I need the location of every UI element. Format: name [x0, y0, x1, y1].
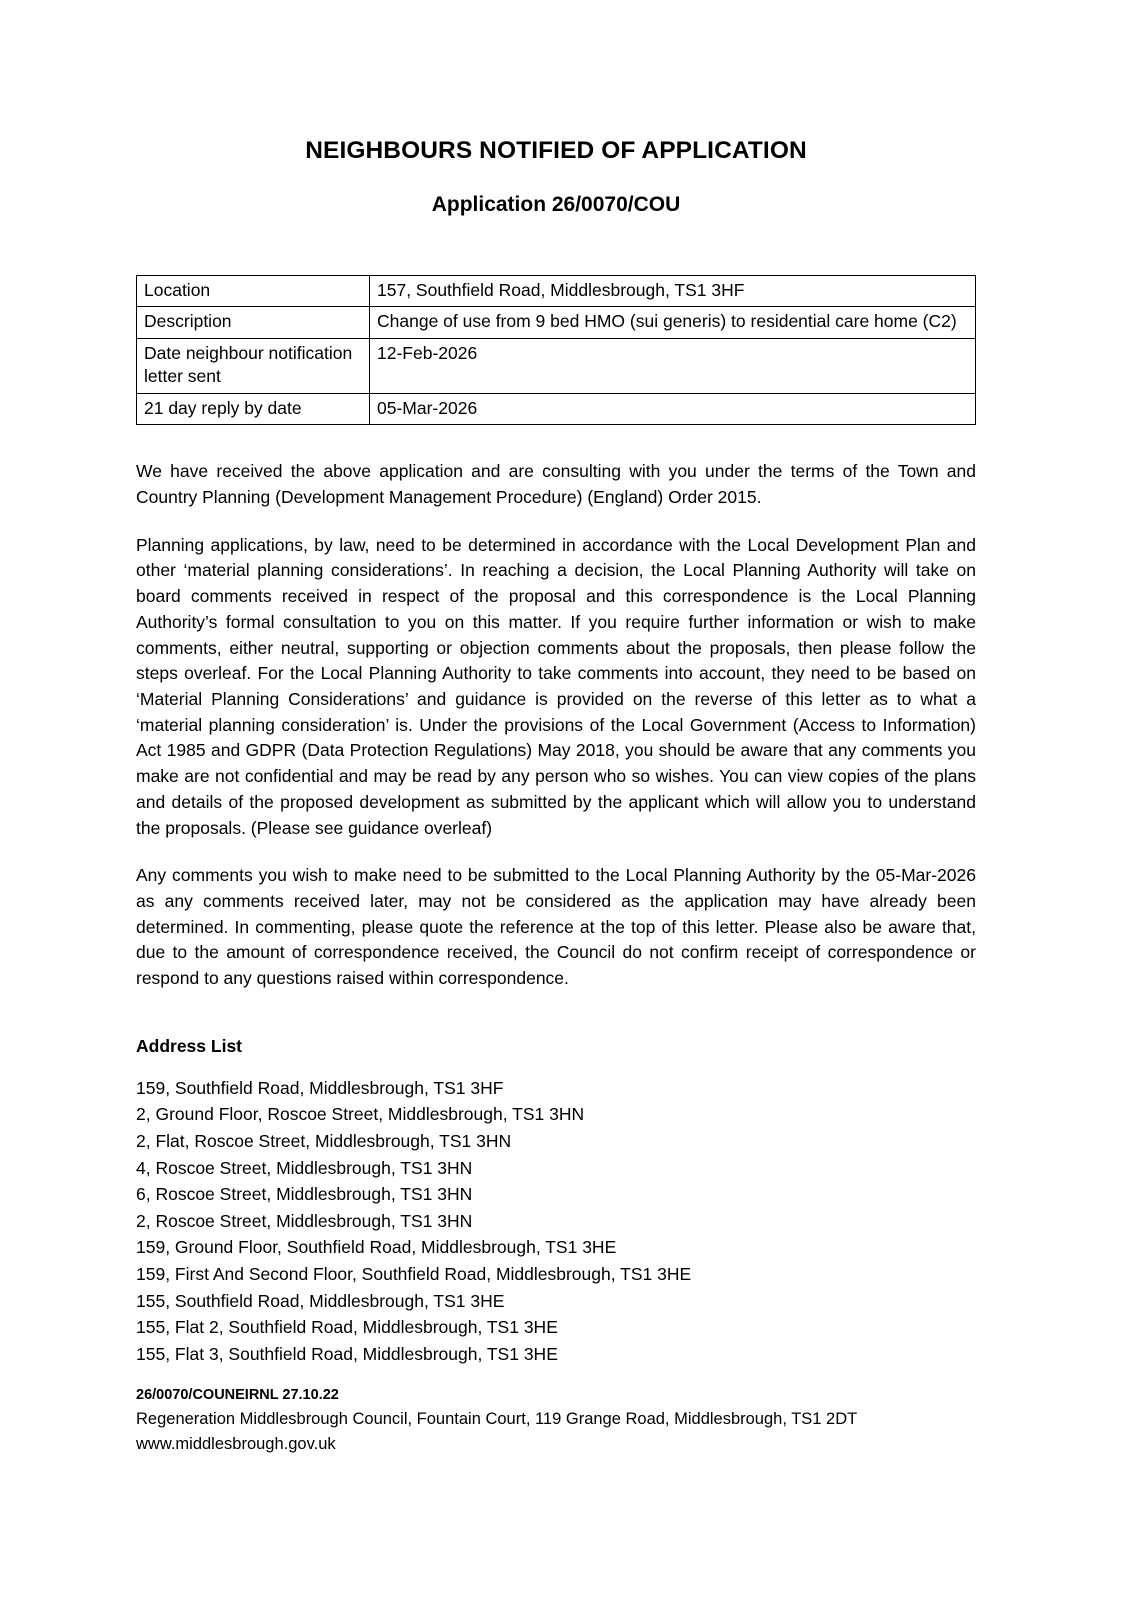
table-cell-label-description: Description [137, 307, 370, 338]
table-cell-value-letter-sent: 12-Feb-2026 [370, 338, 976, 393]
list-item: 159, Ground Floor, Southfield Road, Middlesbrough, TS1 3HE [136, 1237, 617, 1258]
application-details-table [136, 275, 976, 425]
table-row [137, 338, 976, 393]
list-item: 155, Southfield Road, Middlesbrough, TS1 3HE [136, 1290, 505, 1311]
table-cell-label-letter-sent: Date neighbour notification letter sent [137, 338, 370, 393]
table-cell-value-reply-by: 05-Mar-2026 [370, 393, 976, 424]
body-paragraph-3: Any comments you wish to make need to be submitted to the Local Planning Authority by the 05-Mar-2026 as any comments received later, may not be considered as the application may have already been determined. In commenting, please quote the reference at the top of this letter. Please also be aware that, due to the amount of correspondence received, the Council do not confirm receipt of correspondence or respond to any questions raised within correspondence. [136, 865, 976, 989]
address-list [136, 1057, 976, 1368]
table-cell-value-description: Change of use from 9 bed HMO (sui generis) to residential care home (C2) [370, 307, 976, 338]
footer-reference: 26/0070/COUNEIRNL 27.10.22 [136, 1387, 339, 1404]
list-item: 2, Roscoe Street, Middlesbrough, TS1 3HN [136, 1210, 473, 1231]
list-item: 155, Flat 2, Southfield Road, Middlesbrough, TS1 3HE [136, 1317, 558, 1338]
list-item: 159, First And Second Floor, Southfield Road, Middlesbrough, TS1 3HE [136, 1264, 692, 1284]
application-reference-heading: Application 26/0070/COU [431, 193, 681, 216]
page-title: NEIGHBOURS NOTIFIED OF APPLICATION [305, 137, 807, 164]
table-cell-value-location: 157, Southfield Road, Middlesbrough, TS1 3HF [370, 276, 976, 307]
table-cell-label-reply-by: 21 day reply by date [137, 393, 370, 424]
table-cell-label-location: Location [137, 276, 370, 307]
document-content [136, 0, 976, 1457]
list-item: 155, Flat 3, Southfield Road, Middlesbrough, TS1 3HE [136, 1343, 558, 1364]
list-item: 6, Roscoe Street, Middlesbrough, TS1 3HN [136, 1184, 473, 1205]
footer-council-address: Regeneration Middlesbrough Council, Fountain Court, 119 Grange Road, Middlesbrough, TS1 2DT [136, 1410, 858, 1429]
table-row [137, 276, 976, 307]
list-item: 2, Ground Floor, Roscoe Street, Middlesbrough, TS1 3HN [136, 1104, 585, 1125]
list-item: 2, Flat, Roscoe Street, Middlesbrough, TS1 3HN [136, 1131, 512, 1152]
table-row [137, 393, 976, 424]
body-paragraph-1: We have received the above application and are consulting with you under the terms of the Town and Country Planning (Development Management Procedure) (England) Order 2015. [136, 461, 976, 507]
list-item: 4, Roscoe Street, Middlesbrough, TS1 3HN [136, 1157, 473, 1178]
footer-website: www.middlesbrough.gov.uk [136, 1435, 336, 1454]
list-item: 159, Southfield Road, Middlesbrough, TS1 3HF [136, 1077, 504, 1098]
table-row [137, 307, 976, 338]
document-footer [136, 1367, 976, 1457]
body-paragraph-2: Planning applications, by law, need to be determined in accordance with the Local Development Plan and other ‘material planning considerations’. In reaching a decision, the Local Planning Authority will take on board comments received in respect of the proposal and this correspondence is the Local Planning Authority’s formal consultation to you on this matter. If you require further information or wish to make comments, either neutral, supporting or objection comments about the proposals, then please follow the steps overleaf. For the Local Planning Authority to take comments into account, they need to be based on ‘Material Planning Considerations’ and guidance is provided on the reverse of this letter as to what a ‘material planning consideration’ is. Under the provisions of the Local Government (Access to Information) Act 1985 and GDPR (Data Protection Regulations) May 2018, you should be aware that any comments you make are not confidential and may be read by any person who so wishes. You can view copies of the plans and details of the proposed development as submitted by the applicant which will allow you to understand the proposals. (Please see guidance overleaf) [136, 534, 976, 838]
address-list-heading: Address List [136, 1035, 242, 1056]
